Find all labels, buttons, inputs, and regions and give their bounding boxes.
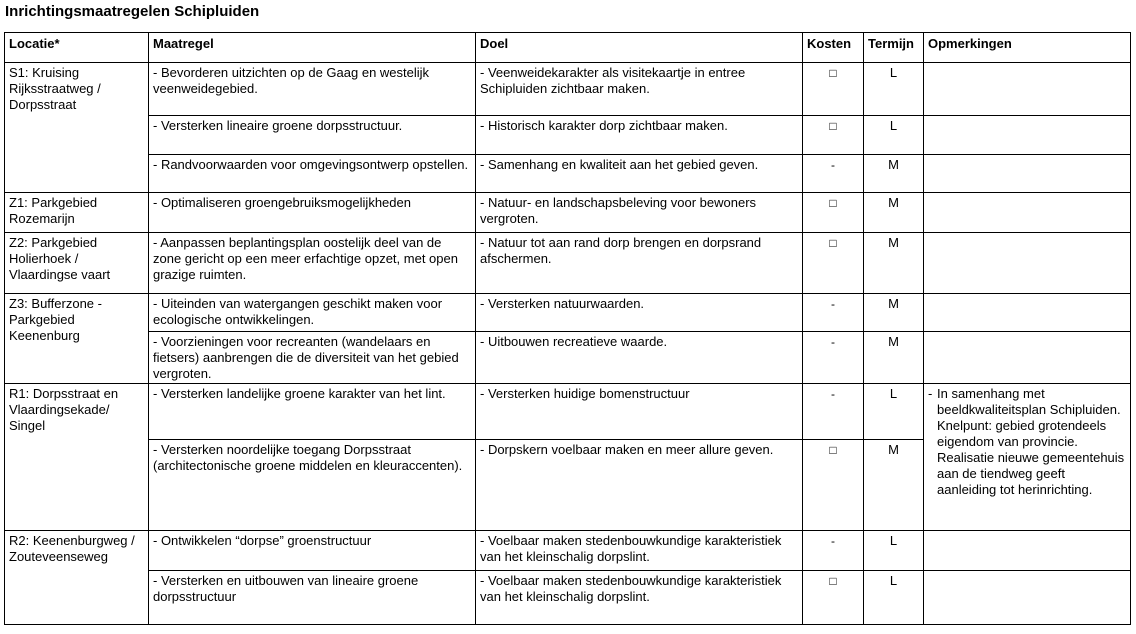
kosten-cell: □ (803, 440, 864, 531)
doel-cell: - Natuur- en landschapsbeleving voor bewoners vergroten. (476, 193, 803, 233)
opmerkingen-cell (924, 63, 1131, 116)
doel-cell: - Historisch karakter dorp zichtbaar maken. (476, 116, 803, 155)
doel-cell: - Versterken natuurwaarden. (476, 294, 803, 332)
doel-cell: - Dorpskern voelbaar maken en meer allure geven. (476, 440, 803, 531)
table-header-row (5, 33, 1131, 63)
maatregel-cell: - Voorzieningen voor recreanten (wandelaars en fietsers) aanbrengen die de diversiteit van het gebied vergroten. (149, 332, 476, 384)
maatregel-cell: - Ontwikkelen “dorpse” groenstructuur (149, 531, 476, 571)
termijn-cell: L (864, 116, 924, 155)
opmerkingen-cell (924, 193, 1131, 233)
kosten-cell: - (803, 155, 864, 193)
doel-cell: - Voelbaar maken stedenbouwkundige karakteristiek van het kleinschalig dorpslint. (476, 531, 803, 571)
termijn-cell: M (864, 155, 924, 193)
maatregel-cell: - Versterken landelijke groene karakter van het lint. (149, 384, 476, 440)
kosten-cell: □ (803, 193, 864, 233)
document-title: Inrichtingsmaatregelen Schipluiden (5, 3, 260, 20)
table-row (5, 116, 1131, 155)
maatregel-cell: - Versterken noordelijke toegang Dorpsstraat (architectonische groene middelen en kleuraccenten). (149, 440, 476, 531)
maatregel-cell: - Aanpassen beplantingsplan oostelijk deel van de zone gericht op een meer erfachtige opzet, met open grazige ruimten. (149, 233, 476, 294)
table-row (5, 63, 1131, 116)
opmerkingen-dash: - (928, 386, 933, 401)
termijn-cell: L (864, 571, 924, 625)
opmerkingen-cell (924, 531, 1131, 571)
opmerkingen-cell (924, 332, 1131, 384)
locatie-cell: R2: Keenenburgweg / Zouteveenseweg (5, 531, 149, 625)
maatregel-cell: - Versterken lineaire groene dorpsstructuur. (149, 116, 476, 155)
table-row (5, 193, 1131, 233)
opmerkingen-cell (924, 155, 1131, 193)
maatregel-cell: - Versterken en uitbouwen van lineaire groene dorpsstructuur (149, 571, 476, 625)
header-opmerkingen: Opmerkingen (924, 33, 1131, 63)
opmerkingen-cell (924, 294, 1131, 332)
header-termijn: Termijn (864, 33, 924, 63)
kosten-cell: □ (803, 63, 864, 116)
header-maatregel: Maatregel (149, 33, 476, 63)
table-row (5, 571, 1131, 625)
doel-cell: - Natuur tot aan rand dorp brengen en dorpsrand afschermen. (476, 233, 803, 294)
opmerkingen-cell (924, 116, 1131, 155)
table-row (5, 332, 1131, 384)
table-row (5, 233, 1131, 294)
kosten-cell: □ (803, 233, 864, 294)
kosten-cell: □ (803, 116, 864, 155)
doel-cell: - Samenhang en kwaliteit aan het gebied geven. (476, 155, 803, 193)
maatregel-cell: - Randvoorwaarden voor omgevingsontwerp opstellen. (149, 155, 476, 193)
kosten-cell: - (803, 294, 864, 332)
opmerkingen-cell (924, 571, 1131, 625)
table-row (5, 384, 1131, 440)
table-row (5, 531, 1131, 571)
maatregel-cell: - Uiteinden van watergangen geschikt maken voor ecologische ontwikkelingen. (149, 294, 476, 332)
termijn-cell: L (864, 531, 924, 571)
header-doel: Doel (476, 33, 803, 63)
locatie-cell: Z3: Bufferzone - Parkgebied Keenenburg (5, 294, 149, 384)
opmerkingen-text: In samenhang met beeldkwaliteitsplan Schipluiden. Knelpunt: gebied grotendeels eigendom van provincie. Realisatie nieuwe gemeentehuis aan de tiendweg geeft aanleiding tot herinrichting. (937, 386, 1125, 497)
opmerkingen-cell (924, 233, 1131, 294)
doel-cell: - Uitbouwen recreatieve waarde. (476, 332, 803, 384)
termijn-cell: L (864, 63, 924, 116)
doel-cell: - Versterken huidige bomenstructuur (476, 384, 803, 440)
opmerkingen-cell (924, 384, 1131, 531)
termijn-cell: M (864, 294, 924, 332)
kosten-cell: □ (803, 571, 864, 625)
header-kosten: Kosten (803, 33, 864, 63)
maatregel-cell: - Optimaliseren groengebruiksmogelijkheden (149, 193, 476, 233)
locatie-cell: R1: Dorpsstraat en Vlaardingsekade/ Singel (5, 384, 149, 531)
termijn-cell: M (864, 332, 924, 384)
maatregel-cell: - Bevorderen uitzichten op de Gaag en westelijk veenweidegebied. (149, 63, 476, 116)
table-row (5, 294, 1131, 332)
locatie-cell: Z2: Parkgebied Holierhoek / Vlaardingse vaart (5, 233, 149, 294)
termijn-cell: M (864, 233, 924, 294)
table-row (5, 155, 1131, 193)
kosten-cell: - (803, 332, 864, 384)
termijn-cell: M (864, 440, 924, 531)
doel-cell: - Veenweidekarakter als visitekaartje in entree Schipluiden zichtbaar maken. (476, 63, 803, 116)
locatie-cell: S1: Kruising Rijksstraatweg / Dorpsstraat (5, 63, 149, 193)
header-locatie: Locatie* (5, 33, 149, 63)
kosten-cell: - (803, 531, 864, 571)
doel-cell: - Voelbaar maken stedenbouwkundige karakteristiek van het kleinschalig dorpslint. (476, 571, 803, 625)
measures-table (4, 32, 1131, 625)
termijn-cell: L (864, 384, 924, 440)
termijn-cell: M (864, 193, 924, 233)
kosten-cell: - (803, 384, 864, 440)
locatie-cell: Z1: Parkgebied Rozemarijn (5, 193, 149, 233)
